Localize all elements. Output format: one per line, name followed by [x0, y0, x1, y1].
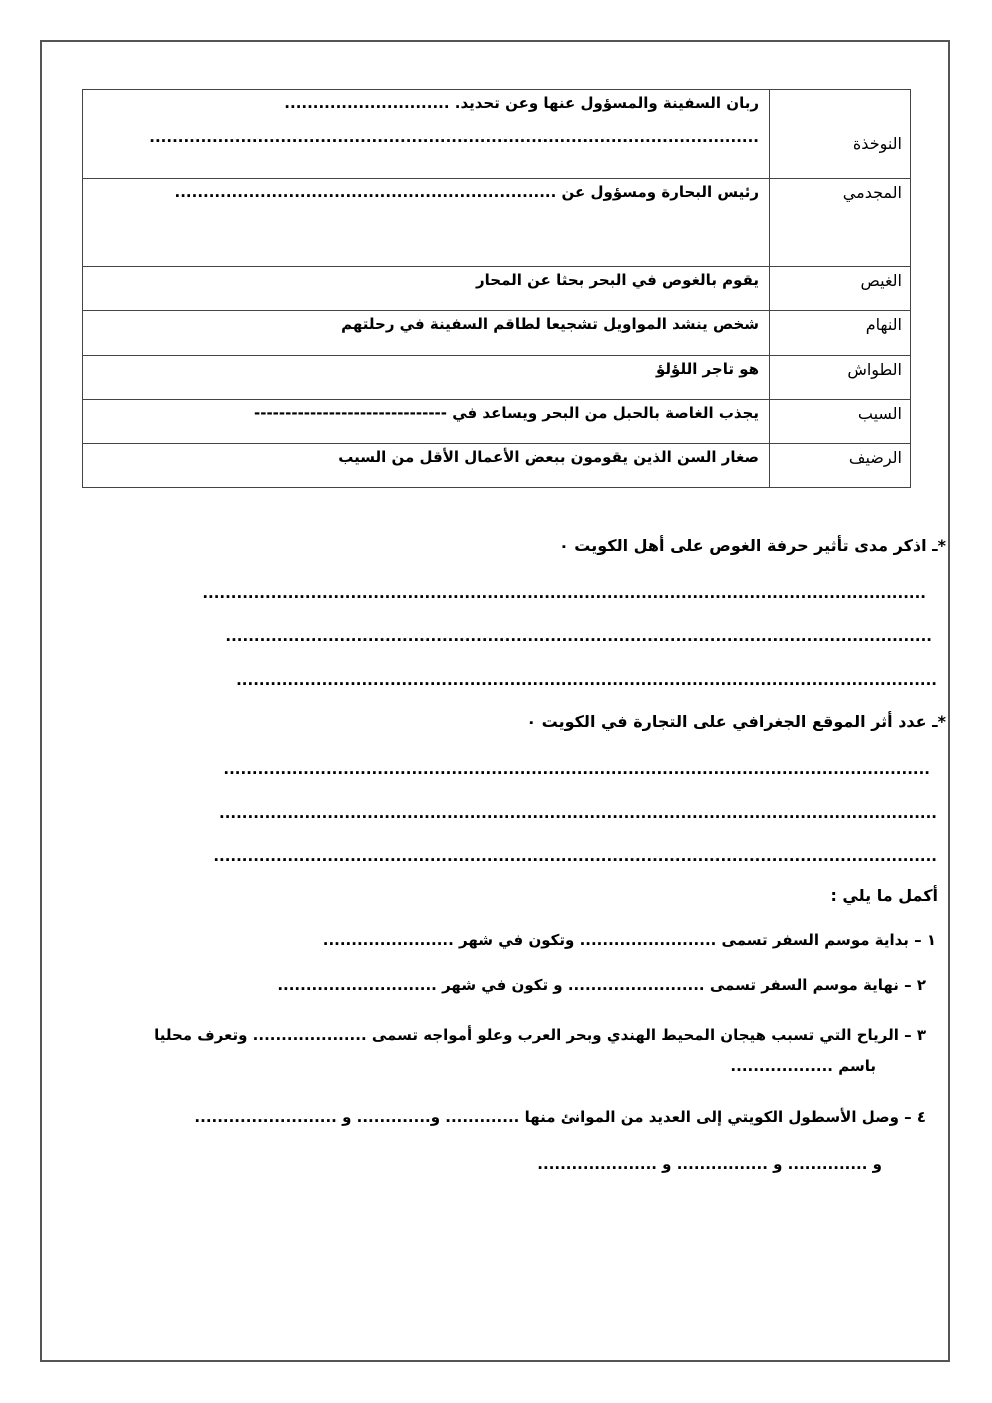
desc-cell	[83, 311, 770, 356]
table-row	[83, 444, 911, 488]
term-label: السيب	[857, 404, 902, 423]
desc-cell	[83, 400, 770, 444]
terms-table	[82, 89, 911, 488]
complete-item-4: ٤ – وصل الأسطول الكويتي إلى العديد من الموانئ منها ............. و............. و .........................	[194, 1108, 926, 1126]
table-row	[83, 356, 911, 400]
term-cell	[770, 444, 911, 488]
table-row	[83, 90, 911, 179]
question-1: *ـ اذكر مدى تأثير حرفة الغوص على أهل الكويت ٠	[558, 536, 946, 555]
desc-text: ربان السفينة والمسؤول عنها وعن تحديد. .............................	[284, 94, 759, 112]
desc-cell	[83, 179, 770, 267]
table-row	[83, 311, 911, 356]
term-label: الرضيف	[848, 448, 902, 467]
desc-text: شخص ينشد المواويل تشجيعا لطاقم السفينة في رحلتهم	[341, 315, 759, 333]
complete-item-4-line2: و .............. و ................ و .....................	[537, 1155, 882, 1173]
complete-heading: أكمل ما يلي :	[830, 886, 938, 905]
desc-text-line2: ...........................................................................................................	[149, 128, 759, 146]
desc-cell	[83, 444, 770, 488]
table-row	[83, 267, 911, 311]
desc-text: صغار السن الذين يقومون ببعض الأعمال الأقل من السيب	[338, 448, 759, 466]
desc-cell	[83, 90, 770, 179]
complete-item-1: ١ – بداية موسم السفر تسمى ........................ وتكون في شهر .......................	[322, 931, 936, 949]
term-cell	[770, 179, 911, 267]
question-2: *ـ عدد أثر الموقع الجغرافي على التجارة في الكويت ٠	[526, 712, 946, 731]
answer-line: ...............................................................................................................................	[213, 847, 937, 865]
answer-line: ............................................................................................................................	[225, 627, 932, 645]
desc-text: يقوم بالغوص في البحر بحثا عن المحار	[476, 271, 759, 289]
term-label: الغيص	[860, 271, 902, 290]
term-cell	[770, 311, 911, 356]
table-row	[83, 179, 911, 267]
term-label: النهام	[865, 315, 902, 334]
term-label: النوخذة	[852, 134, 902, 153]
complete-item-2: ٢ – نهاية موسم السفر تسمى ........................ و تكون في شهر ............................	[277, 976, 926, 994]
term-label: المجدمي	[842, 183, 902, 202]
term-cell	[770, 356, 911, 400]
desc-cell	[83, 267, 770, 311]
term-cell	[770, 267, 911, 311]
complete-item-3: ٣ – الرياح التي تسبب هيجان المحيط الهندي وبحر العرب وعلو أمواجه تسمى .................... وتعرف محليا	[154, 1026, 926, 1044]
desc-text: يجذب الغاصة بالحبل من البحر ويساعد في -------------------------------	[254, 404, 759, 422]
answer-line: ..............................................................................................................................	[219, 804, 937, 822]
desc-text: هو تاجر اللؤلؤ	[656, 360, 759, 378]
table-row	[83, 400, 911, 444]
answer-line: ...........................................................................................................................	[236, 671, 937, 689]
answer-line: ...............................................................................................................................	[202, 584, 926, 602]
term-cell	[770, 90, 911, 179]
term-label: الطواش	[847, 360, 902, 379]
desc-text: رئيس البحارة ومسؤول عن ...................................................................	[174, 183, 759, 201]
desc-cell	[83, 356, 770, 400]
term-cell	[770, 400, 911, 444]
complete-item-3-line2: باسم ..................	[730, 1057, 876, 1075]
answer-line: ............................................................................................................................	[223, 760, 930, 778]
